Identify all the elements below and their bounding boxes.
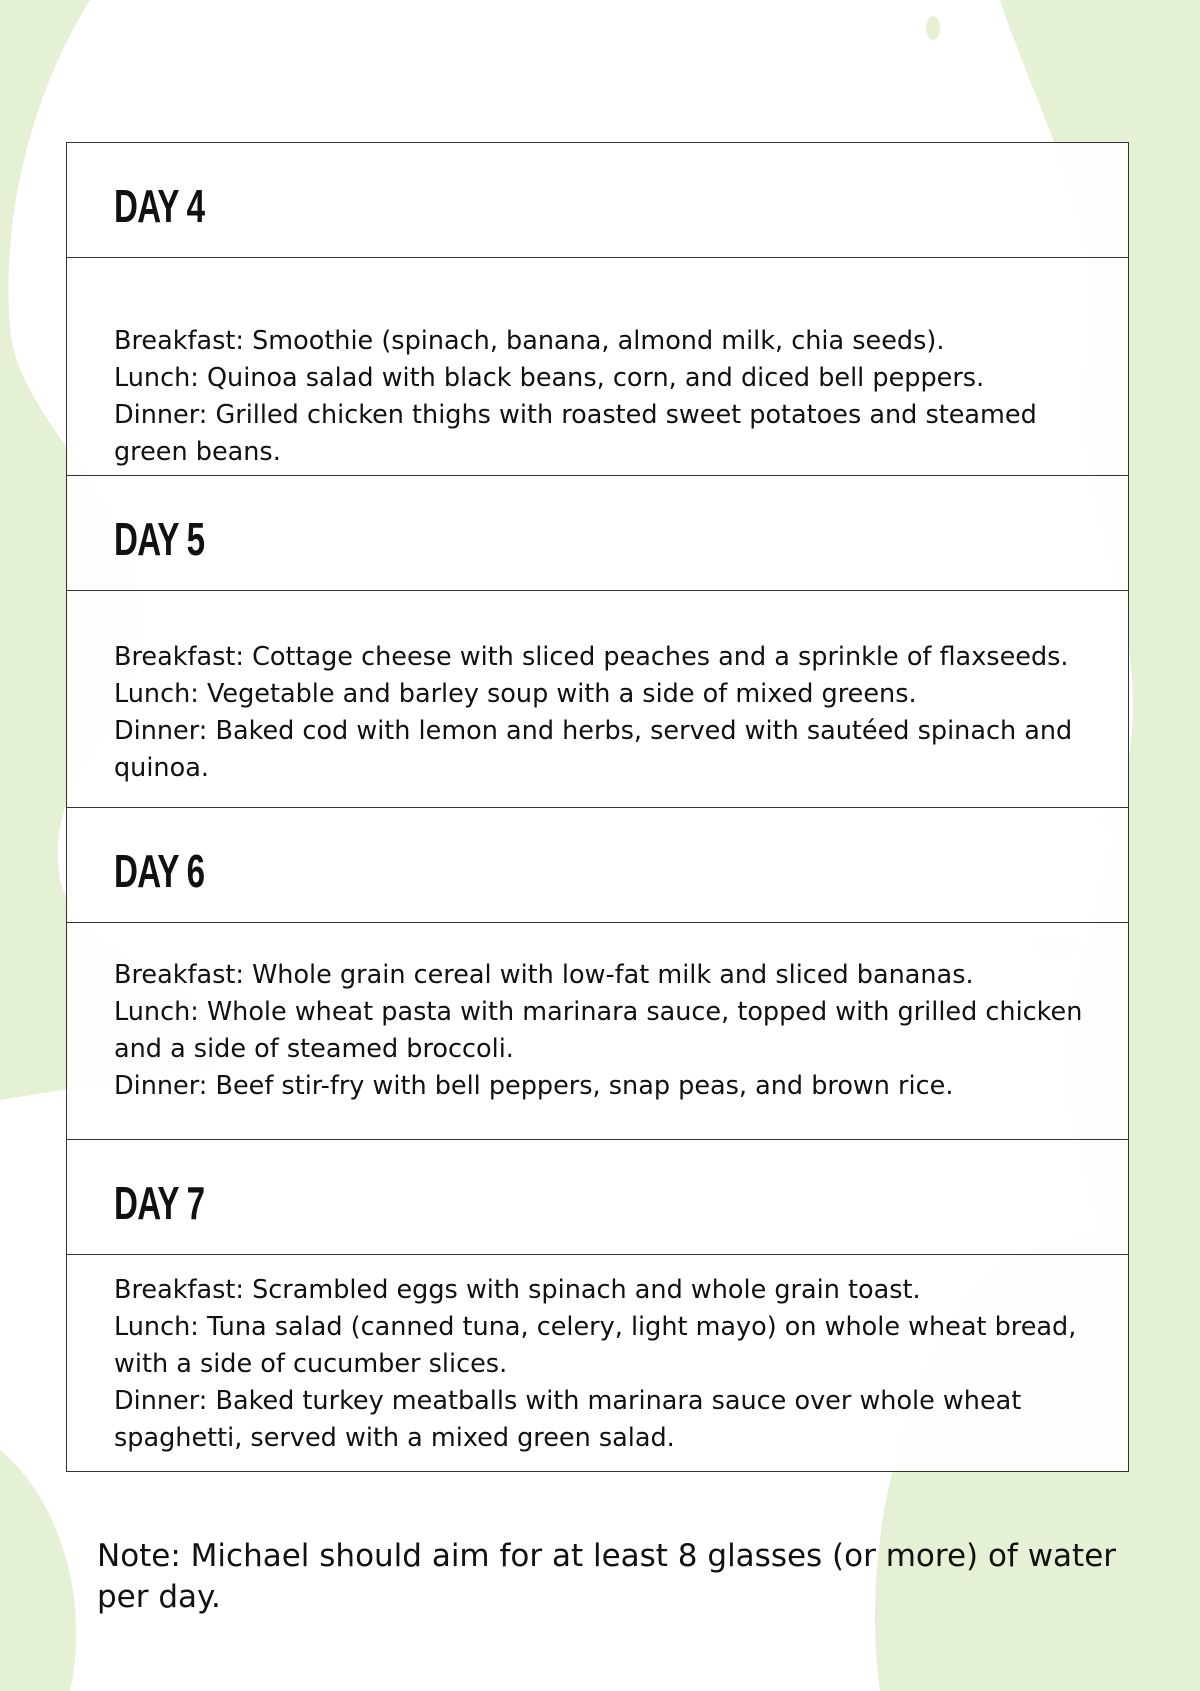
meal-plan-table xyxy=(66,142,1129,1472)
dinner: Dinner: Grilled chicken thighs with roasted sweet potatoes and steamed green beans. xyxy=(114,400,1037,467)
day-title: DAY 5 xyxy=(114,513,205,565)
lunch: Lunch: Whole wheat pasta with marinara sauce, topped with grilled chicken and a side of steamed broccoli. xyxy=(114,997,1083,1064)
day-6-meals xyxy=(67,923,1128,1140)
day-4-header xyxy=(67,143,1128,258)
day-7-header xyxy=(67,1140,1128,1255)
lunch: Lunch: Vegetable and barley soup with a side of mixed greens. xyxy=(114,679,917,709)
dinner: Dinner: Baked turkey meatballs with marinara sauce over whole wheat spaghetti, served with a mixed green salad. xyxy=(114,1386,1022,1453)
day-5-header xyxy=(67,476,1128,591)
day-5-meals xyxy=(67,591,1128,808)
day-4-meals xyxy=(67,258,1128,476)
lunch: Lunch: Quinoa salad with black beans, corn, and diced bell peppers. xyxy=(114,363,985,393)
day-6-header xyxy=(67,808,1128,923)
dinner: Dinner: Beef stir-fry with bell peppers, snap peas, and brown rice. xyxy=(114,1071,954,1101)
day-7-meals xyxy=(67,1255,1128,1471)
breakfast: Breakfast: Cottage cheese with sliced peaches and a sprinkle of flaxseeds. xyxy=(114,642,1069,672)
dinner: Dinner: Baked cod with lemon and herbs, served with sautéed spinach and quinoa. xyxy=(114,716,1073,783)
breakfast: Breakfast: Smoothie (spinach, banana, almond milk, chia seeds). xyxy=(114,326,945,356)
day-title: DAY 6 xyxy=(114,845,205,897)
breakfast: Breakfast: Whole grain cereal with low-fat milk and sliced bananas. xyxy=(114,960,974,990)
lunch: Lunch: Tuna salad (canned tuna, celery, light mayo) on whole wheat bread, with a side of cucumber slices. xyxy=(114,1312,1077,1379)
water-note: Note: Michael should aim for at least 8 glasses (or more) of water per day. xyxy=(97,1538,1117,1615)
day-title: DAY 7 xyxy=(114,1177,205,1229)
breakfast: Breakfast: Scrambled eggs with spinach and whole grain toast. xyxy=(114,1275,921,1305)
day-title: DAY 4 xyxy=(114,180,205,232)
